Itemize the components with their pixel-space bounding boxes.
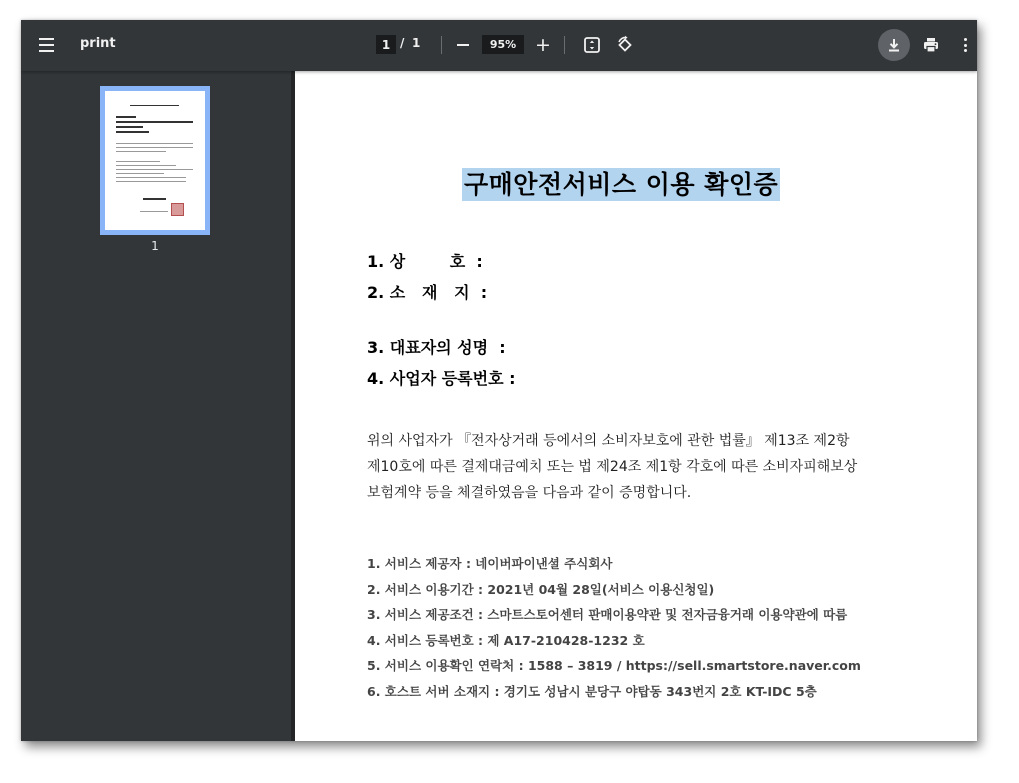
page-separator: /	[400, 36, 405, 50]
menu-icon[interactable]	[35, 34, 57, 56]
fit-page-icon[interactable]	[582, 35, 602, 55]
document-heading: 구매안전서비스 이용 확인증	[464, 170, 779, 199]
thumbnail-page-number: 1	[151, 239, 159, 253]
document-title: print	[80, 36, 116, 51]
toolbar-divider	[441, 36, 442, 54]
document-viewer[interactable]	[295, 71, 977, 741]
field-representative: 3. 대표자의 성명 :	[367, 338, 506, 357]
rotate-icon[interactable]	[614, 34, 636, 56]
total-pages: 1	[412, 36, 421, 50]
list-item: 2. 서비스 이용기간 : 2021년 04월 28일(서비스 이용신청일)	[367, 581, 715, 597]
list-item: 1. 서비스 제공자 : 네이버파이낸셜 주식회사	[367, 556, 613, 571]
download-icon[interactable]	[878, 29, 910, 61]
service-item-list	[367, 551, 861, 705]
current-page-input[interactable]: 1	[376, 35, 396, 54]
thumbnail-sidebar	[21, 71, 291, 741]
paragraph-line: 제10호에 따른 결제대금예치 또는 법 제24조 제1항 각호에 따른 소비자피해보상	[367, 459, 858, 475]
zoom-in-icon[interactable]: +	[535, 33, 551, 56]
seal-stamp	[171, 203, 184, 216]
zoom-out-icon[interactable]	[453, 34, 473, 56]
thumbnail-preview	[105, 91, 205, 230]
paragraph-line: 보험계약 등을 체결하였음을 다음과 같이 증명합니다.	[367, 485, 692, 501]
certification-paragraph	[367, 428, 927, 506]
list-item: 3. 서비스 제공조건 : 스마트스토어센터 판매이용약관 및 전자금융거래 이용약관에 따름	[367, 607, 848, 623]
field-address: 2. 소 재 지 :	[367, 283, 488, 302]
list-item: 5. 서비스 이용확인 연락처 : 1588 – 3819 / https://sell.smartstore.naver.com	[367, 658, 861, 674]
print-icon[interactable]	[920, 34, 942, 56]
more-icon[interactable]	[959, 35, 971, 55]
field-business-number: 4. 사업자 등록번호 :	[367, 369, 516, 388]
list-item: 4. 서비스 등록번호 : 제 A17-210428-1232 호	[367, 632, 645, 648]
paragraph-line: 위의 사업자가 『전자상거래 등에서의 소비자보호에 관한 법률』 제13조 제2항	[367, 433, 850, 449]
page-thumbnail[interactable]	[100, 86, 210, 235]
toolbar	[21, 20, 977, 71]
list-item: 6. 호스트 서버 소재지 : 경기도 성남시 분당구 야탑동 343번지 2호 KT-IDC 5층	[367, 683, 817, 699]
pdf-viewer-window	[21, 20, 977, 741]
field-company-name: 1. 상 호 :	[367, 252, 483, 271]
zoom-level-input[interactable]: 95%	[482, 35, 524, 54]
pdf-page	[295, 71, 977, 741]
toolbar-divider	[564, 36, 565, 54]
